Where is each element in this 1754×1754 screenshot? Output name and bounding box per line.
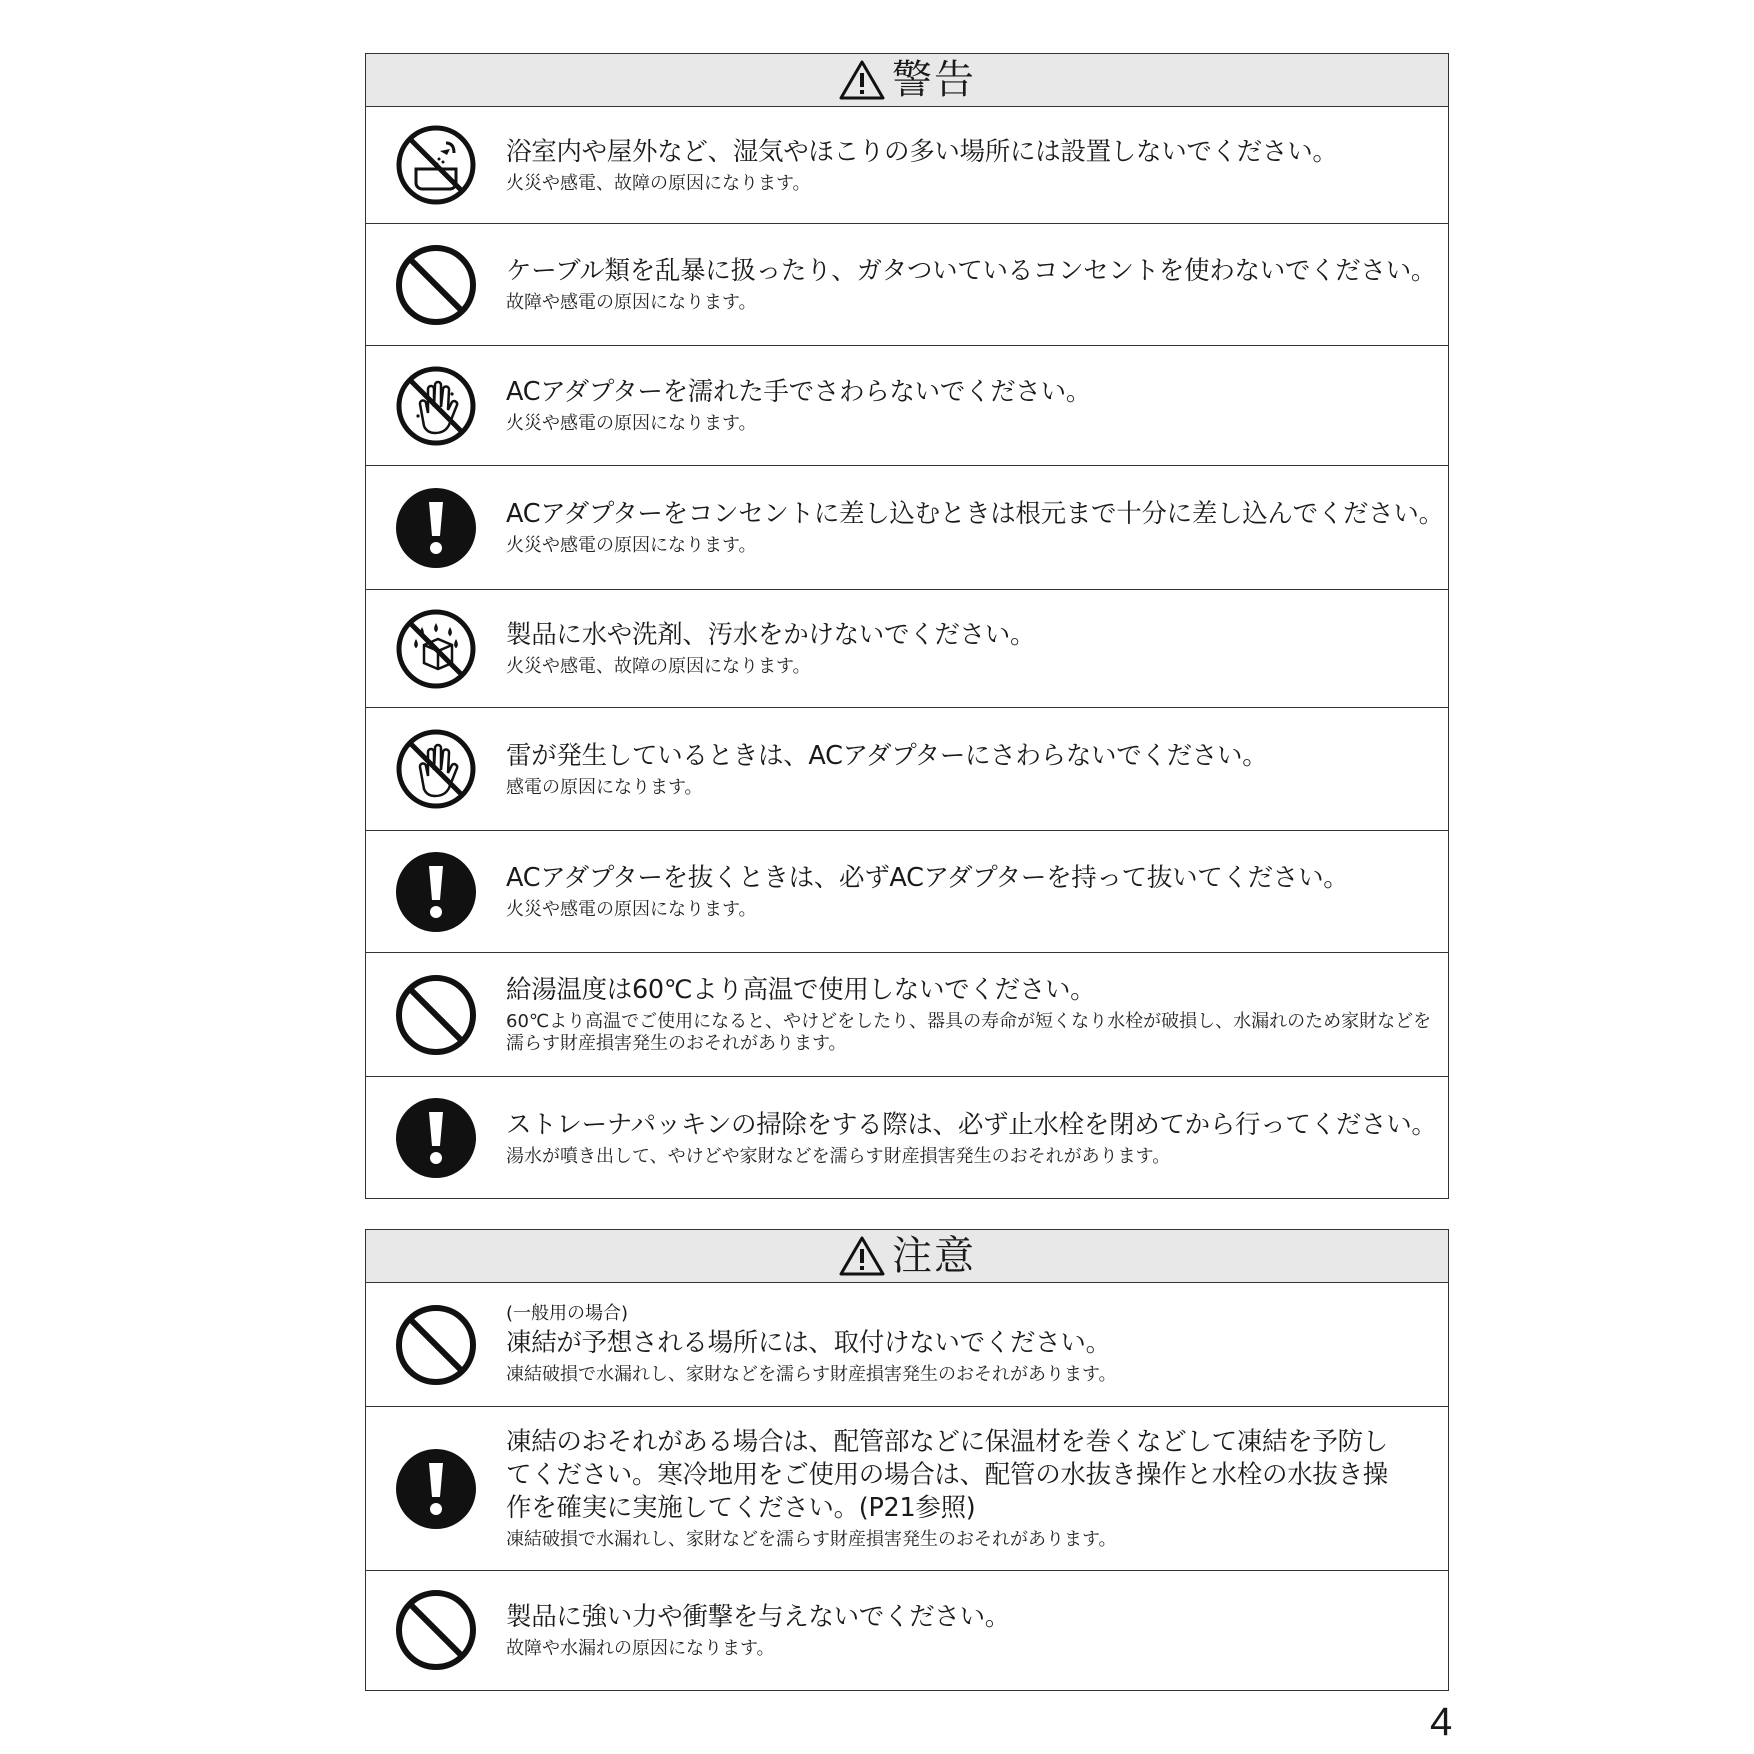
warning-item [366,466,1448,590]
caution-header [366,1230,1448,1283]
caution-item-sub: 凍結破損で水漏れし、家財などを濡らす財産損害発生のおそれがあります。 [506,1364,1117,1385]
warning-item-main: 製品に水や洗剤、汚水をかけないでください。 [506,620,1036,650]
warning-item-main: 給湯温度は60℃より高温で使用しないでください。 [506,975,1096,1005]
warning-item-main: ACアダプターを抜くときは、必ずACアダプターを持って抜いてください。 [506,863,1349,893]
caution-item-main: 凍結が予想される場所には、取付けないでください。 [506,1328,1111,1358]
no-bath-icon [394,123,478,207]
warning-item [366,708,1448,831]
caution-section [365,1229,1449,1691]
warning-item [366,224,1448,346]
no-touch-icon [394,727,478,811]
mandatory-icon [394,486,478,570]
warning-item-sub: 火災や感電の原因になります。 [506,413,757,434]
caution-item-sub: 凍結破損で水漏れし、家財などを濡らす財産損害発生のおそれがあります。 [506,1529,1117,1550]
warning-item-main: ストレーナパッキンの掃除をする際は、必ず止水栓を閉めてから行ってください。 [506,1109,1437,1140]
warning-section [365,53,1449,1199]
warning-item-sub: 湯水が噴き出して、やけどや家財などを濡らす財産損害発生のおそれがあります。 [506,1145,1171,1167]
warning-item [366,590,1448,708]
no-water-splash-icon [394,607,478,691]
warning-item-main: 浴室内や屋外など、湿気やほこりの多い場所には設置しないでください。 [506,136,1338,167]
warning-item-sub: 故障や感電の原因になります。 [506,292,757,313]
no-wet-hands-icon [394,364,478,448]
warning-item-main: 雷が発生しているときは、ACアダプターにさわらないでください。 [506,740,1268,771]
prohibited-icon [394,1588,478,1672]
warning-item-sub: 火災や感電の原因になります。 [506,535,757,556]
warning-item [366,953,1448,1077]
warning-title: 警告 [892,57,976,103]
mandatory-icon [394,1096,478,1180]
warning-header [366,54,1448,107]
warning-item-main: ACアダプターを濡れた手でさわらないでください。 [506,377,1092,407]
caution-item [366,1283,1448,1407]
warning-item [366,1077,1448,1199]
caution-title: 注意 [892,1233,976,1279]
warning-item-sub: 火災や感電、故障の原因になります。 [506,172,811,194]
warning-triangle-icon [838,59,886,101]
warning-item-sub: 火災や感電、故障の原因になります。 [506,656,811,677]
prohibited-icon [394,973,478,1057]
warning-item-sub: 火災や感電の原因になります。 [506,899,757,920]
warning-item-main: ケーブル類を乱暴に扱ったり、ガタついているコンセントを使わないでください。 [506,256,1437,286]
warning-item-sub: 感電の原因になります。 [506,776,703,798]
caution-item-note: (一般用の場合) [506,1303,629,1324]
caution-item-sub: 故障や水漏れの原因になります。 [506,1637,775,1659]
warning-item-sub: 60℃より高温でご使用になると、やけどをしたり、器具の寿命が短くなり水栓が破損し、水漏れのため家財などを濡らす財産損害発生のおそれがあります。 [506,1011,1432,1054]
mandatory-icon [394,1447,478,1531]
mandatory-icon [394,850,478,934]
prohibited-icon [394,1303,478,1387]
warning-item [366,346,1448,466]
warning-item [366,831,1448,953]
page-number: 4 [1430,1700,1453,1744]
caution-item-main: 製品に強い力や衝撃を与えないでください。 [506,1601,1011,1632]
caution-item [366,1571,1448,1689]
prohibited-icon [394,243,478,327]
caution-item [366,1407,1448,1571]
warning-triangle-icon [838,1235,886,1277]
warning-item-main: ACアダプターをコンセントに差し込むときは根元まで十分に差し込んでください。 [506,499,1444,529]
caution-item-main: 凍結のおそれがある場合は、配管部などに保温材を巻くなどして凍結を予防してください。寒冷地用をご使用の場合は、配管の水抜き操作と水栓の水抜き操作を確実に実施してください。(P21参照) [506,1427,1389,1523]
warning-item [366,107,1448,224]
